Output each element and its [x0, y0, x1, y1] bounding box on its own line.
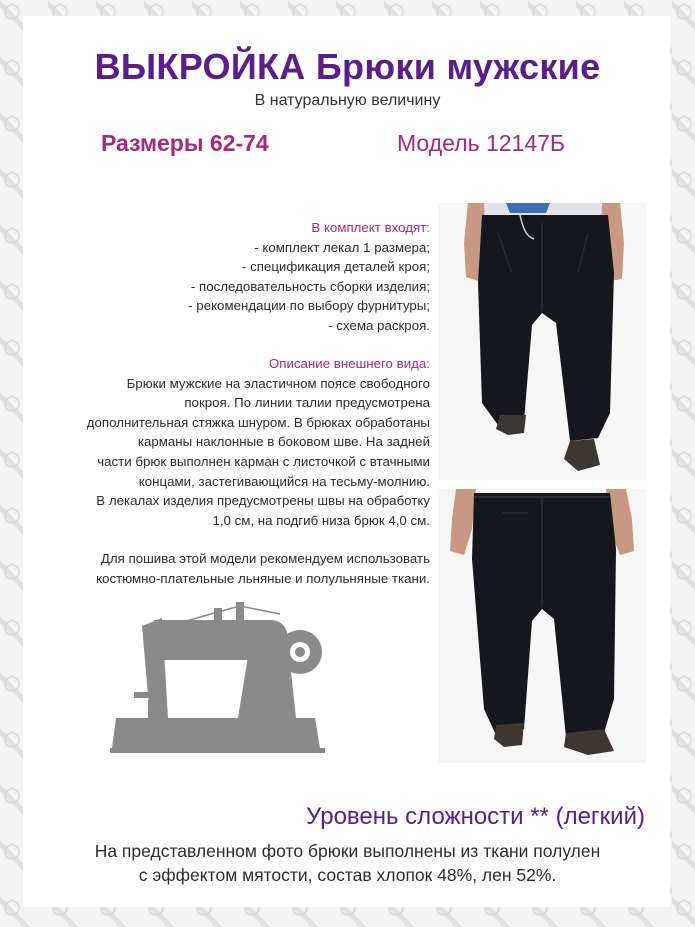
description-line: В лекалах изделия предусмотрены швы на обработку	[96, 493, 430, 509]
kit-section	[188, 218, 430, 336]
photo-note	[0, 839, 695, 887]
recommendation-line: костюмно-плательные льняные и полульняные ткани.	[96, 570, 430, 586]
kit-item: - последовательность сборки изделия;	[190, 278, 430, 294]
photo-note-line: с эффектом мятости, состав хлопок 48%, лен 52%.	[138, 865, 557, 885]
kit-item: - спецификация деталей кроя;	[241, 259, 430, 275]
page-title: ВЫКРОЙКА Брюки мужские	[94, 46, 601, 87]
sewing-machine-icon	[110, 600, 335, 755]
man-in-black-pants-back-photo	[438, 489, 646, 763]
difficulty-level: Уровень сложности ** (легкий)	[306, 803, 645, 830]
sizes-label: Размеры 62-74	[101, 130, 269, 156]
kit-heading: В комплект входят:	[311, 220, 430, 235]
kit-item: - схема раскроя.	[328, 317, 430, 333]
page-subtitle: В натуральную величину	[254, 92, 441, 109]
recommendation-section	[96, 549, 430, 588]
description-line: 1,0 см, на подгиб низа брюк 4,0 см.	[212, 512, 430, 528]
description-line: дополнительная стяжка шнуром. В брюках обработаны	[86, 414, 430, 430]
recommendation-line: Для пошива этой модели рекомендуем использовать	[100, 551, 430, 566]
photo-front	[438, 203, 646, 480]
model-label: Модель 12147Б	[397, 130, 565, 156]
description-line: Брюки мужские на эластичном поясе свободного	[126, 375, 430, 391]
man-in-black-pants-front-photo	[438, 203, 646, 480]
kit-item: - комплект лекал 1 размера;	[254, 239, 430, 255]
description-heading: Описание внешнего вида:	[268, 356, 430, 371]
description-line: части брюк выполнен карман с листочкой с втачными	[97, 453, 430, 469]
photo-note-line: На представленном фото брюки выполнены из ткани полулен	[94, 841, 601, 861]
kit-item: - рекомендации по выбору фурнитуры;	[188, 298, 430, 314]
photo-back	[438, 489, 646, 763]
description-line: карманы наклонные в боковом шве. На задней	[137, 434, 430, 450]
description-line: концами, застегивающийся на тесьму-молнию.	[138, 473, 430, 489]
description-line: покроя. По линии талии предусмотрена	[184, 395, 430, 411]
description-section	[87, 354, 430, 530]
